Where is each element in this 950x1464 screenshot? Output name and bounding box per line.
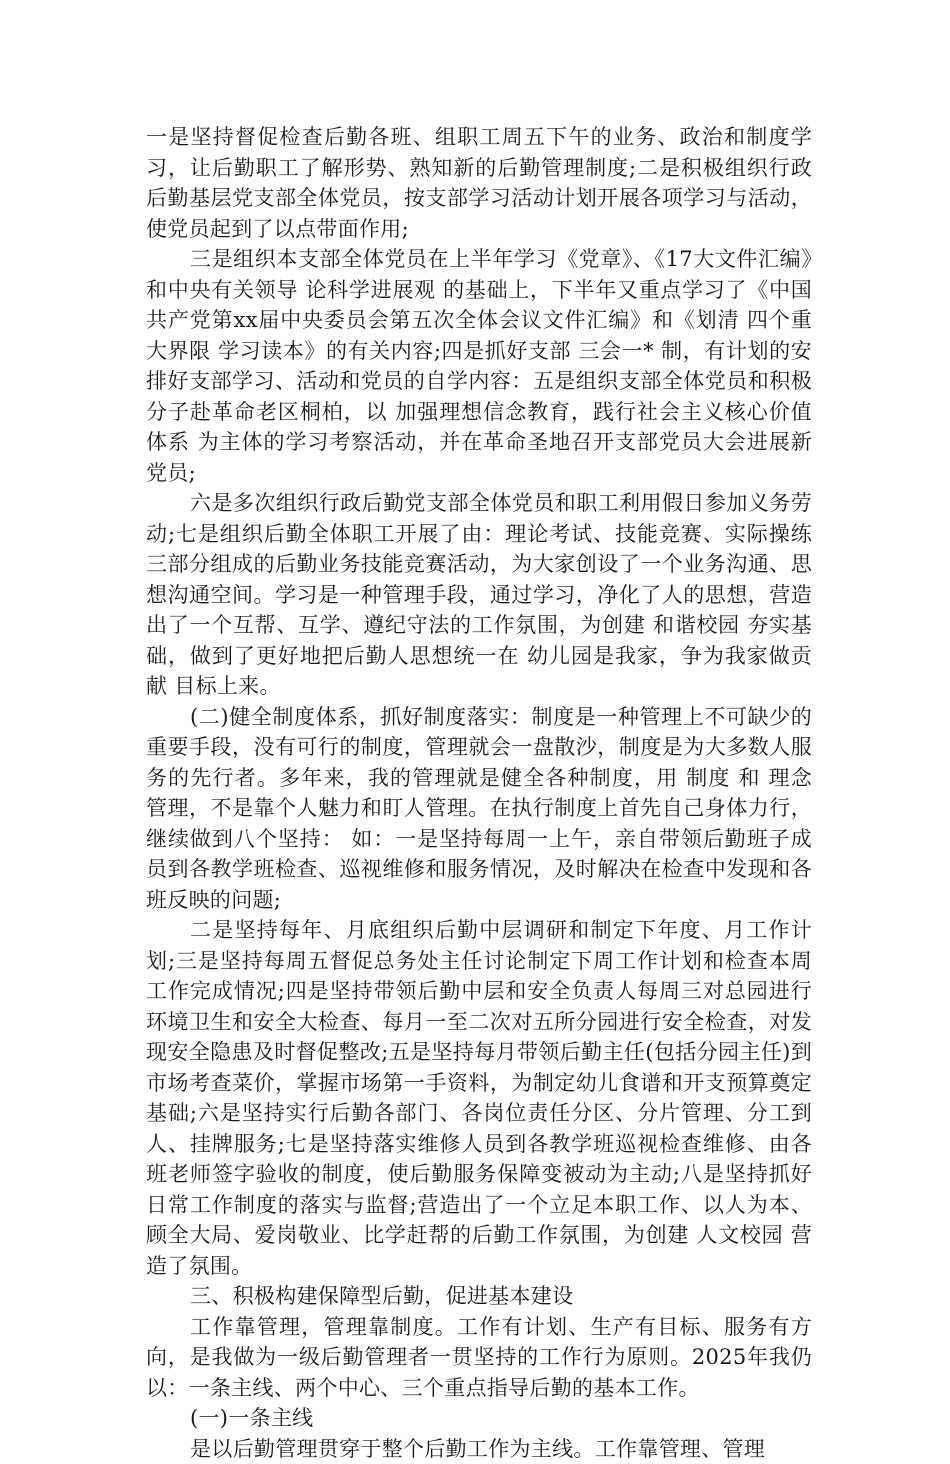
paragraph-eight-insistences: 二是坚持每年、月底组织后勤中层调研和制定下年度、月工作计划;三是坚持每周五督促总务处主任讨论制定下周工作计划和检查本周工作完成情况;四是坚持带领后勤中层和安全负责人每周三对总园进行环境卫生和安全大检查、每月一至二次对五所分园进行安全检查，对发现安全隐患及时督促整改;五是坚持每月带领后勤主任(包括分园主任)到市场考查菜价，掌握市场第一手资料，为制定幼儿食谱和开支预算奠定基础;六是坚持实行后勤各部门、各岗位责任分区、分片管理、分工到人、挂牌服务;七是坚持落实维修人员到各教学班巡视检查维修、由各班老师签字验收的制度，使后勤服务保障变被动为主动;八是坚持抓好日常工作制度的落实与监督;营造出了一个立足本职工作、以人为本、顾全大局、爱岗敬业、比学赶帮的后勤工作氛围，为创建 人文校园 营造了氛围。: [146, 915, 812, 1281]
paragraph-volunteer-labor: 六是多次组织行政后勤党支部全体党员和职工利用假日参加义务劳动;七是组织后勤全体职工开展了由：理论考试、技能竞赛、实际操练三部分组成的后勤业务技能竞赛活动，为大家创设了一个业务沟通、思想沟通空间。学习是一种管理手段，通过学习，净化了人的思想，营造出了一个互帮、互学、遵纪守法的工作氛围，为创建 和谐校园 夯实基础，做到了更好地把后勤人思想统一在 幼儿园是我家，争为我家做贡献 目标上来。: [146, 488, 812, 702]
paragraph-study-supervision: 一是坚持督促检查后勤各班、组职工周五下午的业务、政治和制度学习，让后勤职工了解形势、熟知新的后勤管理制度;二是积极组织行政后勤基层党支部全体党员，按支部学习活动计划开展各项学习与活动，使党员起到了以点带面作用;: [146, 122, 812, 244]
subheading-main-line: (一)一条主线: [146, 1403, 812, 1434]
paragraph-main-line: 是以后勤管理贯穿于整个后勤工作为主线。工作靠管理、管理: [146, 1434, 812, 1464]
document-body: [146, 122, 812, 1464]
paragraph-management-principle: 工作靠管理，管理靠制度。工作有计划、生产有目标、服务有方向，是我做为一级后勤管理者一贯坚持的工作行为原则。2025年我仍以：一条主线、两个中心、三个重点指导后勤的基本工作。: [146, 1312, 812, 1404]
paragraph-system-building: (二)健全制度体系，抓好制度落实：制度是一种管理上不可缺少的重要手段，没有可行的制度，管理就会一盘散沙，制度是为大多数人服务的先行者。多年来，我的管理就是健全各种制度，用 制度 和 理念 管理，不是靠个人魅力和盯人管理。在执行制度上首先自己身体力行，继续做到八个坚持： 如：一是坚持每周一上午，亲自带领后勤班子成员到各教学班检查、巡视维修和服务情况，及时解决在检查中发现和各班反映的问题;: [146, 702, 812, 916]
section-heading-logistics: 三、积极构建保障型后勤，促进基本建设: [146, 1281, 812, 1312]
paragraph-party-branch-study: 三是组织本支部全体党员在上半年学习《党章》、《17大文件汇编》和中央有关领导 论科学进展观 的基础上，下半年又重点学习了《中国共产党第xx届中央委员会第五次全体会议文件汇编》和《划清 四个重大界限 学习读本》的有关内容;四是抓好支部 三会一* 制，有计划的安排好支部学习、活动和党员的自学内容：五是组织支部全体党员和积极分子赴革命老区桐柏，以 加强理想信念教育，践行社会主义核心价值体系 为主体的学习考察活动，并在革命圣地召开支部党员大会进展新党员;: [146, 244, 812, 488]
